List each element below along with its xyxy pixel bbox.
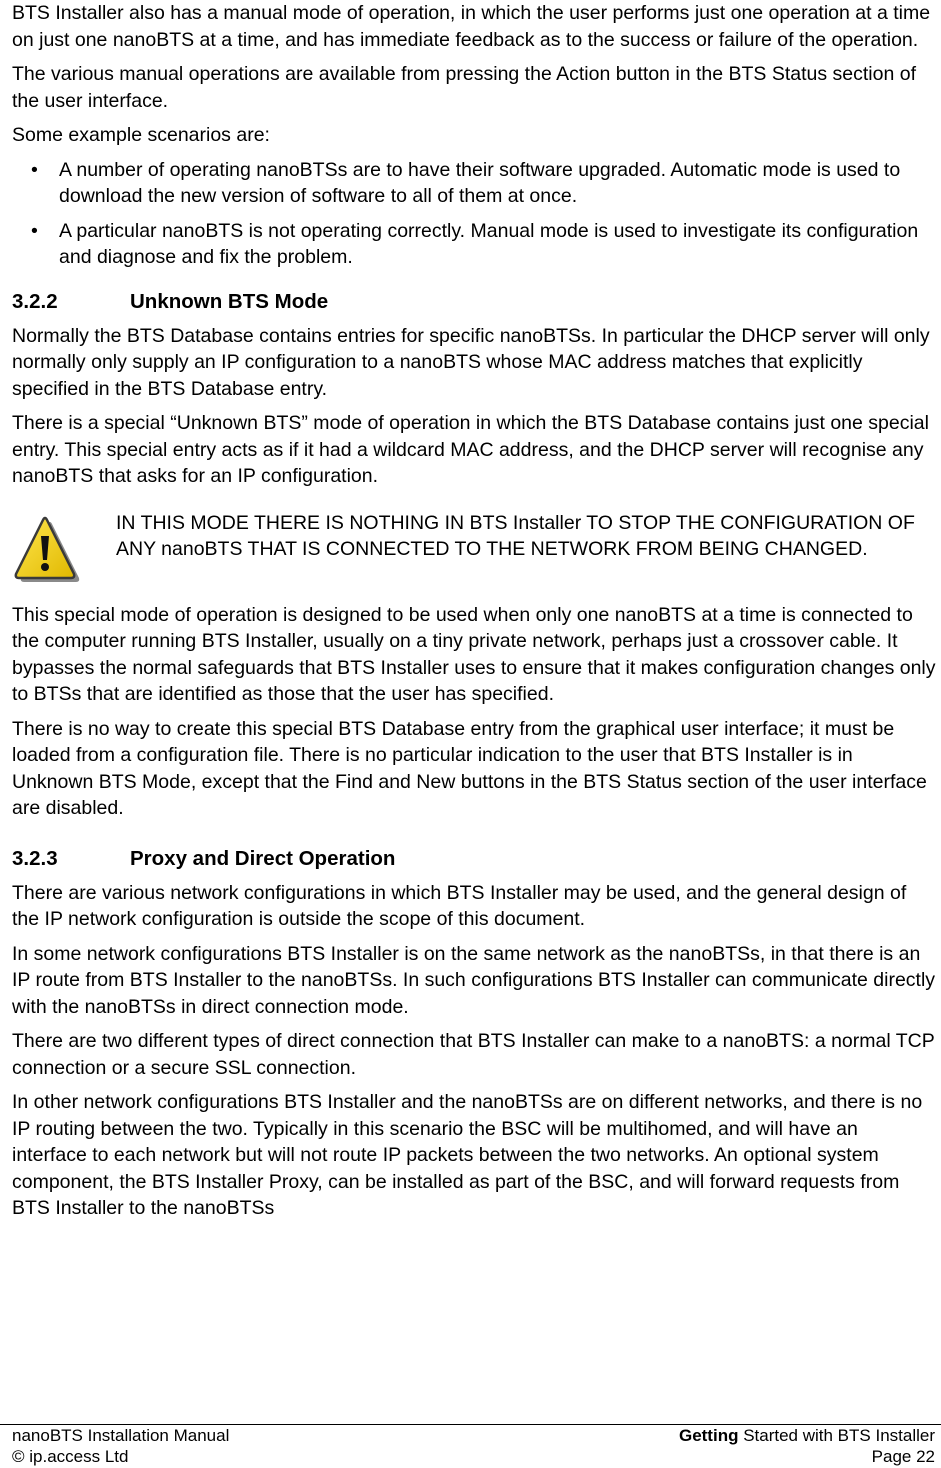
paragraph-no-way-to-create: There is no way to create this special BTS Database entry from the graphical user interface; it must be loaded from a configuration file. There is no particular indication to the user that BTS Installer is in Unknown BTS Mode, except that the Find and New buttons in the BTS Status section of the user interface are disabled. xyxy=(12,717,927,819)
footer-manual-title: nanoBTS Installation Manual xyxy=(12,1426,230,1445)
bullet-glyph: • xyxy=(31,158,38,181)
heading-title: Proxy and Direct Operation xyxy=(130,846,396,870)
list-item-text: A number of operating nanoBTSs are to have their software upgraded. Automatic mode is used to download the new version of software to all of them at once. xyxy=(59,158,901,207)
footer-copyright: © ip.access Ltd xyxy=(12,1447,129,1466)
paragraph-direct-types: There are two different types of direct connection that BTS Installer can make to a nanoBTS: a normal TCP connection or a secure SSL connection. xyxy=(12,1030,935,1079)
warning-callout xyxy=(12,510,936,584)
footer-section-title xyxy=(679,1425,935,1446)
paragraph-special-mode: This special mode of operation is designed to be used when only one nanoBTS at a time is connected to the computer running BTS Installer, usually on a tiny private network, perhaps just a crossover cable. It bypasses the normal safeguards that BTS Installer uses to ensure that it makes configuration changes only to BTSs that are identified as those that the user has specified. xyxy=(12,603,936,705)
list-item xyxy=(12,157,936,210)
footer-row-2 xyxy=(0,1446,941,1467)
heading-number: 3.2.2 xyxy=(12,289,58,313)
paragraph-same-network: In some network configurations BTS Installer is on the same network as the nanoBTSs, in that there is an IP route from BTS Installer to the nanoBTSs. In such configurations BTS Installer can communicate directly with the nanoBTSs in direct connection mode. xyxy=(12,942,936,1018)
footer-page-number: Page 22 xyxy=(871,1447,935,1466)
heading-3-2-3 xyxy=(12,846,936,872)
list-item-text: A particular nanoBTS is not operating correctly. Manual mode is used to investigate its configuration and diagnose and fix the problem. xyxy=(59,219,919,268)
scenario-list xyxy=(12,157,936,271)
warning-text: IN THIS MODE THERE IS NOTHING IN BTS Installer TO STOP THE CONFIGURATION OF ANY nanoBTS THAT IS CONNECTED TO THE NETWORK FROM BEING CHANGED. xyxy=(116,511,915,560)
footer-section-bold: Getting xyxy=(678,1426,739,1445)
paragraph-bts-database: Normally the BTS Database contains entries for specific nanoBTSs. In particular the DHCP server will only normally only supply an IP configuration to a nanoBTS whose MAC address matches that explicitly specified in the BTS Database entry. xyxy=(12,324,930,400)
paragraph-example-scenarios: Some example scenarios are: xyxy=(12,124,270,146)
footer-section-rest: Started with BTS Installer xyxy=(738,1426,935,1445)
paragraph-action-button: The various manual operations are available from pressing the Action button in the BTS Status section of the user interface. xyxy=(12,63,917,112)
heading-title: Unknown BTS Mode xyxy=(130,289,329,313)
paragraph-network-configs: There are various network configurations in which BTS Installer may be used, and the general design of the IP network configuration is outside the scope of this document. xyxy=(12,881,907,930)
list-item xyxy=(12,218,936,271)
paragraph-proxy: In other network configurations BTS Installer and the nanoBTSs are on different networks, and there is no IP routing between the two. Typically in this scenario the BSC will be multihomed, and will have an interface to each network but will not route IP packets between the two networks. An optional system component, the BTS Installer Proxy, can be installed as part of the BSC, and will forward requests from BTS Installer to the nanoBTSs xyxy=(12,1091,923,1219)
footer-row-1 xyxy=(0,1425,941,1446)
heading-number: 3.2.3 xyxy=(12,846,58,870)
document-page xyxy=(12,0,936,1222)
paragraph-manual-mode: BTS Installer also has a manual mode of operation, in which the user performs just one operation at a time on just one nanoBTS at a time, and has immediate feedback as to the success or failure of the operation. xyxy=(12,2,931,51)
bullet-glyph: • xyxy=(31,219,38,242)
paragraph-unknown-bts: There is a special “Unknown BTS” mode of operation in which the BTS Database contains just one special entry. This special entry acts as if it had a wildcard MAC address, and the DHCP server will recognise any nanoBTS that asks for an IP configuration. xyxy=(12,412,929,487)
page-footer xyxy=(0,1424,941,1467)
heading-3-2-2 xyxy=(12,289,936,315)
warning-triangle-icon xyxy=(12,514,82,584)
